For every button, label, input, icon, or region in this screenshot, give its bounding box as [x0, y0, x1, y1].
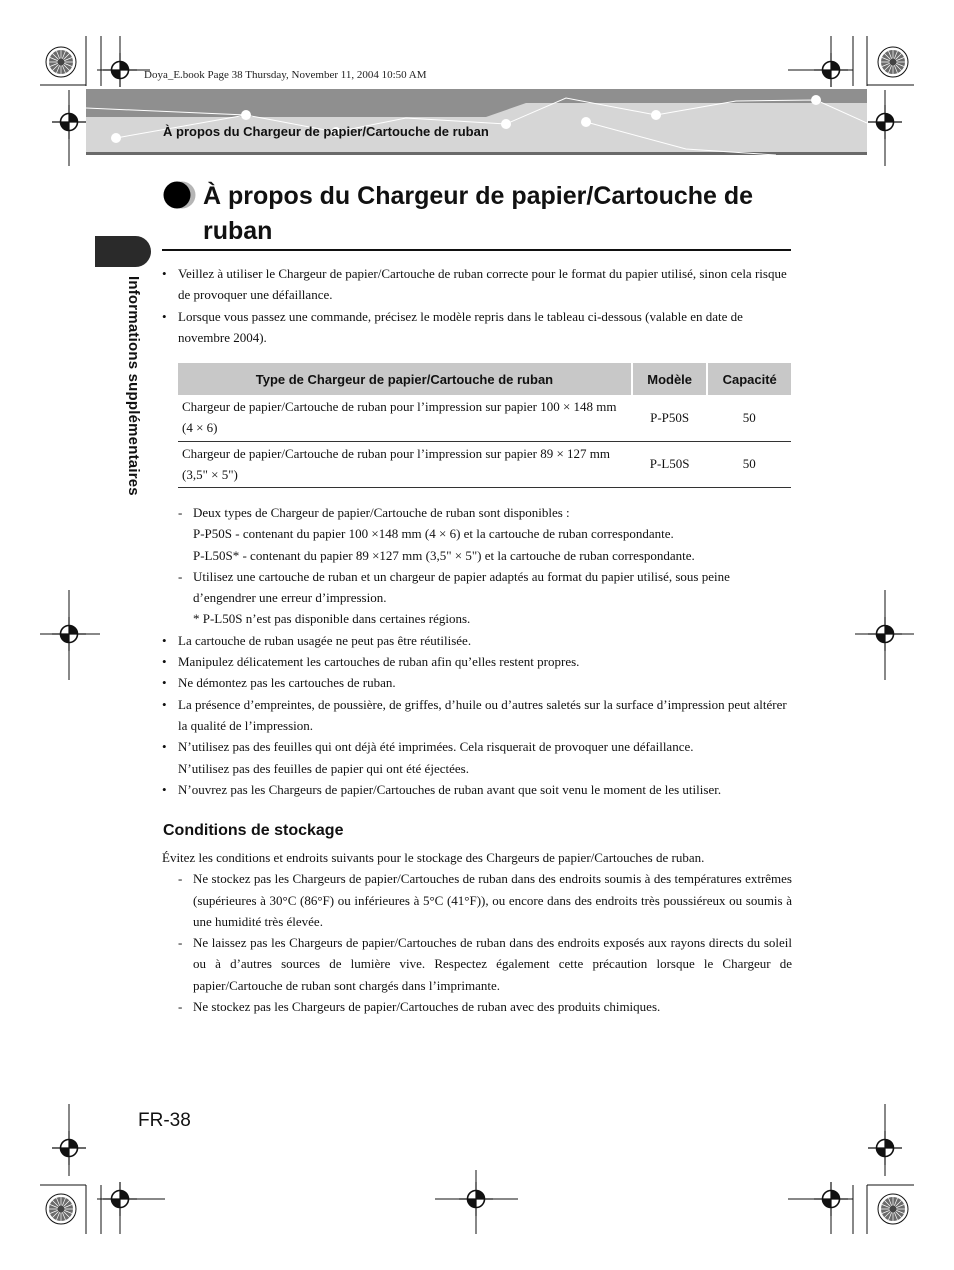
list-item: • Lorsque vous passez une commande, précisez le modèle repris dans le tableau ci-dessous (valable en date de novembre 2004). — [162, 306, 792, 349]
side-tab-label: Informations supplémentaires — [125, 276, 142, 496]
side-tab-label-wrap — [124, 276, 142, 538]
cell-model: P-L50S — [632, 441, 708, 488]
cell-type: Chargeur de papier/Cartouche de ruban pour l’impression sur papier 100 × 148 mm (4 × 6) — [178, 395, 632, 441]
cell-type: Chargeur de papier/Cartouche de ruban pour l’impression sur papier 89 × 127 mm (3,5" × 5") — [178, 441, 632, 488]
title-divider — [162, 249, 791, 251]
page-title: À propos du Chargeur de papier/Cartouche de ruban — [203, 182, 754, 245]
list-item: • Ne démontez pas les cartouches de ruban. — [162, 672, 792, 693]
list-item: • La cartouche de ruban usagée ne peut pas être réutilisée. — [162, 630, 792, 651]
cell-capacity: 50 — [707, 441, 791, 488]
table-row — [178, 441, 791, 488]
cell-model: P-P50S — [632, 395, 708, 441]
model-table — [178, 363, 791, 488]
storage-list — [162, 868, 792, 1017]
book-slug: Doya_E.book Page 38 Thursday, November 11, 2004 10:50 AM — [144, 69, 427, 81]
list-item: • Manipulez délicatement les cartouches de ruban afin qu’elles restent propres. — [162, 651, 792, 672]
notes-list — [162, 502, 792, 630]
side-tab — [95, 236, 151, 267]
page-number: FR-38 — [138, 1110, 191, 1131]
note-line: P-P50S - contenant du papier 100 ×148 mm (4 × 6) et la cartouche de ruban correspondante. — [193, 526, 674, 542]
list-item-line: • N’utilisez pas des feuilles qui ont déjà été imprimées. Cela risquerait de provoquer une défaillance. — [178, 739, 694, 755]
list-item: • La présence d’empreintes, de poussière, de griffes, d’huile ou d’autres saletés sur la surface d’impression peut altérer la qualité de l’impression. — [162, 694, 792, 737]
storage-intro: Évitez les conditions et endroits suivants pour le stockage des Chargeurs de papier/Cartouches de ruban. — [162, 850, 705, 865]
column-header-capacity: Capacité — [707, 363, 791, 395]
intro-list — [162, 263, 792, 348]
table-row — [178, 395, 791, 441]
header-banner — [86, 89, 867, 155]
list-item: • Veillez à utiliser le Chargeur de papier/Cartouche de ruban correcte pour le format du papier utilisé, sinon cela risque de provoquer une défaillance. — [162, 263, 792, 306]
list-item: - Ne stockez pas les Chargeurs de papier/Cartouches de ruban dans des endroits soumis à des températures extrêmes (supérieures à 30°C (86°F) ou inférieures à 5°C (41°F)), ou encore dans des endroits très poussiéreux ou soumis à une humidité très élevée. — [178, 868, 792, 932]
list-item-line: N’utilisez pas des feuilles de papier qui ont été éjectées. — [178, 760, 469, 776]
note-item: - Utilisez une cartouche de ruban et un chargeur de papier adaptés au format du papier utilisé, sous peine d’engendrer une erreur d’impression. — [178, 566, 792, 609]
section-heading: Conditions de stockage — [163, 822, 344, 839]
notes-block — [162, 502, 792, 800]
list-item: - Ne laissez pas les Chargeurs de papier/Cartouches de ruban dans des endroits exposés aux rayons directs du soleil ou à d’autres sources de lumière vive. Respectez également cette précaution lorsque le Chargeur de papier/Cartouche de ruban sont chargés dans l’imprimante. — [178, 932, 792, 996]
storage-block — [162, 847, 792, 1017]
note-item: - Deux types de Chargeur de papier/Cartouche de ruban sont disponibles : — [178, 502, 792, 523]
header-title: À propos du Chargeur de papier/Cartouche de ruban — [163, 124, 489, 139]
list-item — [162, 736, 792, 779]
list-item: • N’ouvrez pas les Chargeurs de papier/Cartouches de ruban avant que soit venu le moment de les utiliser. — [162, 779, 792, 800]
cell-capacity: 50 — [707, 395, 791, 441]
title-bullet-icon — [162, 180, 198, 210]
note-line: P-L50S* - contenant du papier 89 ×127 mm (3,5" × 5") et la cartouche de ruban correspondante. — [193, 547, 695, 563]
list-item: - Ne stockez pas les Chargeurs de papier/Cartouches de ruban avec des produits chimiques. — [178, 996, 792, 1017]
column-header-model: Modèle — [632, 363, 708, 395]
footnote: * P-L50S n’est pas disponible dans certaines régions. — [193, 611, 471, 627]
column-header-type: Type de Chargeur de papier/Cartouche de ruban — [178, 363, 632, 395]
